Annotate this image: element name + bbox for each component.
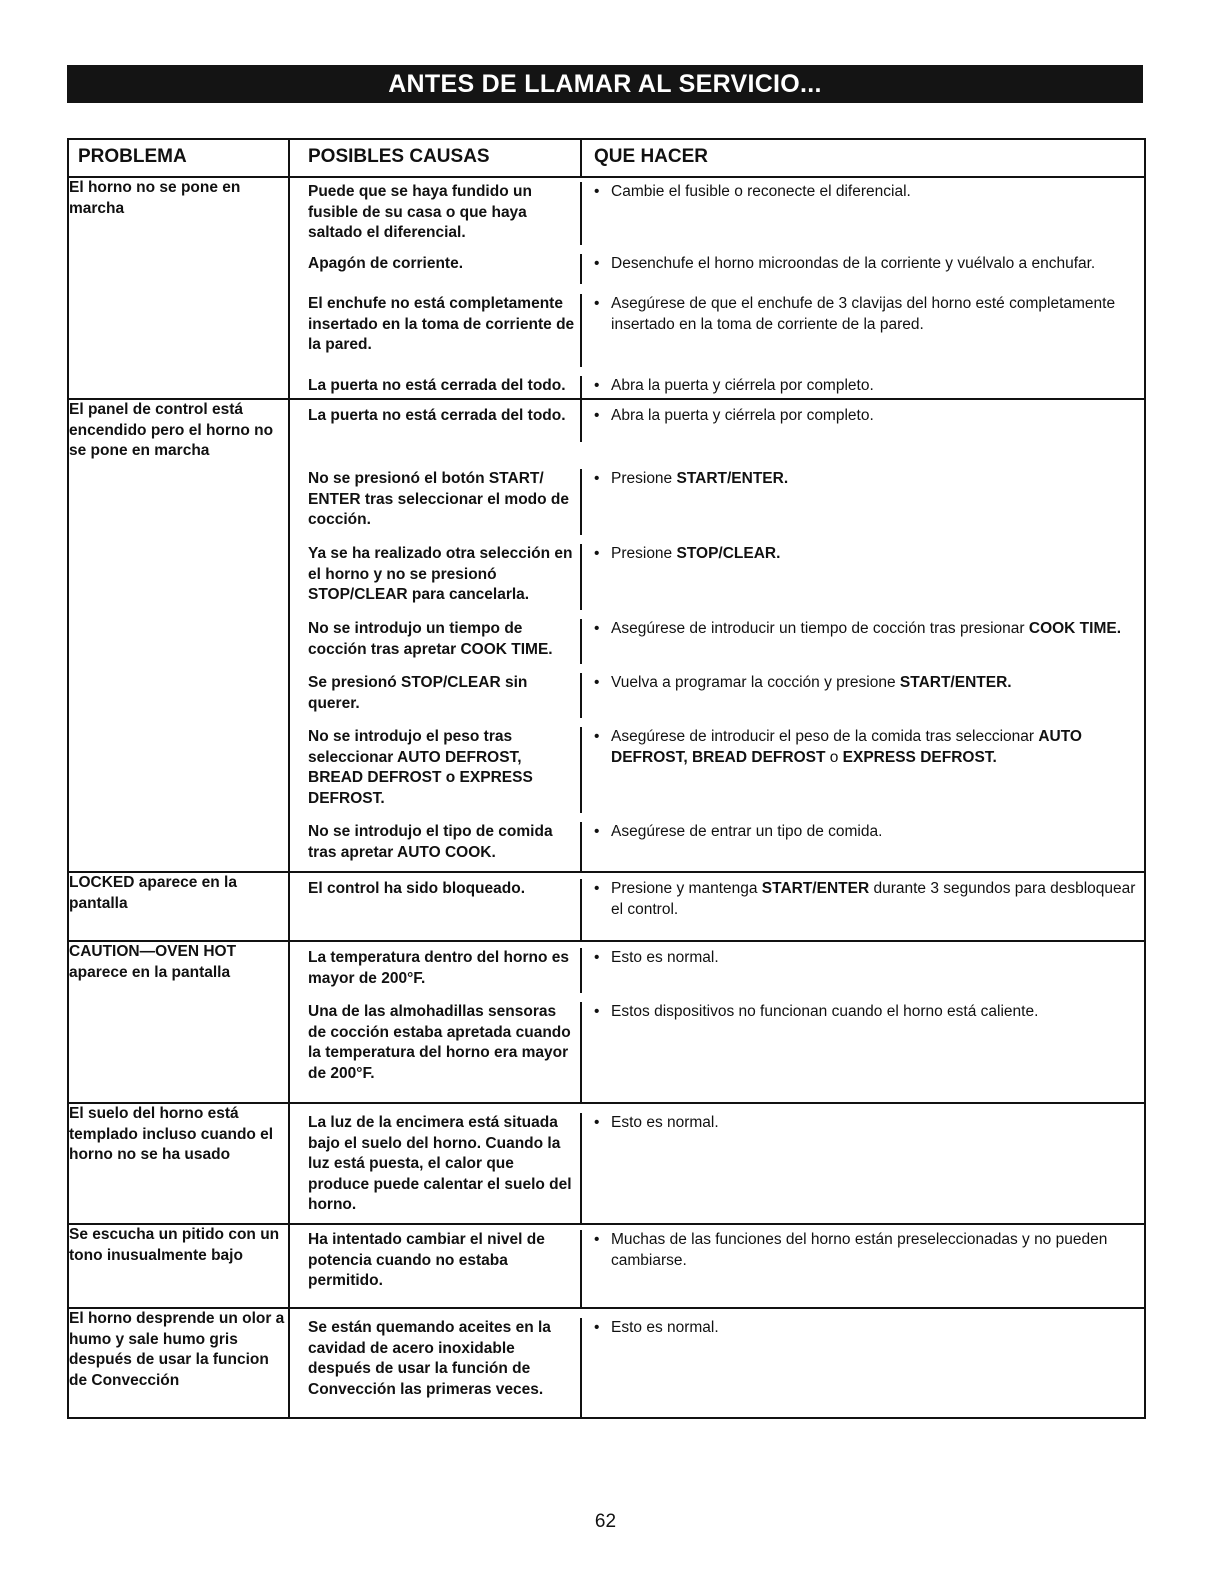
- cause-text: El enchufe no está completamente insertado en la toma de corriente de la pared.: [308, 295, 575, 353]
- action-sentence: Muchas de las funciones del horno están preseleccionadas y no pueden cambiarse.: [611, 1231, 1108, 1269]
- cause-text: Apagón de corriente.: [308, 255, 464, 272]
- action-sentence: Asegúrese de entrar un tipo de comida.: [611, 823, 883, 840]
- action-text: [580, 182, 1144, 245]
- cause-action-pair: [290, 942, 1144, 993]
- cause-text: No se introdujo un tiempo de cocción tras apretar COOK TIME.: [308, 620, 553, 658]
- table-row: [68, 177, 1145, 399]
- header-causes-action: [289, 139, 1145, 177]
- cause-action-pair: [290, 873, 1144, 940]
- causes-actions-cell: [289, 1308, 1145, 1418]
- bullet-item: [594, 469, 1140, 490]
- action-key-label: EXPRESS DEFROST.: [842, 748, 997, 766]
- action-text: [580, 619, 1144, 664]
- troubleshooting-table: [67, 138, 1146, 1419]
- bullet-item: [594, 1318, 1140, 1339]
- cause-action-pair: [290, 813, 1144, 871]
- action-sentence: Desenchufe el horno microondas de la corriente y vuélvalo a enchufar.: [611, 255, 1096, 272]
- causes-actions-cell: [289, 177, 1145, 399]
- action-sentence: Abra la puerta y ciérrela por completo.: [611, 377, 874, 394]
- cause-text: El control ha sido bloqueado.: [308, 880, 526, 897]
- action-sentence: Cambie el fusible o reconecte el diferencial.: [611, 183, 911, 200]
- cause-action-pair: [290, 718, 1144, 813]
- action-sentence: Estos dispositivos no funcionan cuando el horno está caliente.: [611, 1003, 1039, 1020]
- bullet-item: [594, 822, 1140, 843]
- cause-action-pair: [290, 664, 1144, 718]
- action-key-label: START/ENTER.: [899, 674, 1012, 691]
- action-key-label: STOP/CLEAR.: [676, 545, 781, 562]
- header-causes: POSIBLES CAUSAS: [308, 146, 490, 167]
- action-text: [580, 406, 1144, 442]
- header-problem: PROBLEMA: [68, 139, 289, 177]
- bullet-item: [594, 1002, 1140, 1023]
- bullet-item: [594, 182, 1140, 203]
- action-text: [580, 673, 1144, 718]
- action-text: [580, 1002, 1144, 1102]
- action-sentence: Presione y mantenga: [611, 880, 762, 897]
- problem-cell: LOCKED aparece en la pantalla: [68, 872, 289, 941]
- action-key-label: COOK TIME.: [1028, 620, 1122, 637]
- cause-text: Ya se ha realizado otra selección en el horno y no se presionó STOP/CLEAR para cancelarla.: [308, 545, 573, 603]
- action-text: [580, 727, 1144, 813]
- table-row: [68, 941, 1145, 1103]
- cause-text: No se introdujo el peso tras seleccionar AUTO DEFROST, BREAD DEFROST o EXPRESS DEFROST.: [308, 728, 533, 807]
- table-row: [68, 399, 1145, 872]
- problem-cell: El panel de control está encendido pero el horno no se pone en marcha: [68, 399, 289, 872]
- action-sentence: Asegúrese de introducir el peso de la comida tras seleccionar: [611, 728, 1039, 745]
- bullet-item: [594, 254, 1140, 275]
- cause-text: La luz de la encimera está situada bajo el suelo del horno. Cuando la luz está puesta, el calor que produce puede calentar el suelo del horno.: [308, 1114, 572, 1213]
- causes-actions-cell: [289, 872, 1145, 941]
- action-sentence: Esto es normal.: [611, 1319, 719, 1336]
- problem-cell: El horno no se pone en marcha: [68, 177, 289, 399]
- bullet-item: [594, 544, 1140, 565]
- cause-action-pair: [290, 535, 1144, 610]
- section-title-banner: ANTES DE LLAMAR AL SERVICIO...: [67, 65, 1143, 103]
- cause-action-pair: [290, 1104, 1144, 1223]
- action-sentence: Presione: [611, 470, 677, 487]
- bullet-item: [594, 376, 1140, 397]
- action-sentence: Esto es normal.: [611, 949, 719, 966]
- table-row: [68, 1103, 1145, 1224]
- bullet-item: [594, 619, 1140, 640]
- action-sentence: Abra la puerta y ciérrela por completo.: [611, 407, 874, 424]
- cause-text: La puerta no está cerrada del todo.: [308, 407, 566, 424]
- table-header-row: [68, 139, 1145, 177]
- header-action: QUE HACER: [580, 140, 1144, 176]
- cause-text: Ha intentado cambiar el nivel de potencia cuando no estaba permitido.: [308, 1231, 545, 1289]
- bullet-item: [594, 948, 1140, 969]
- bullet-item: [594, 406, 1140, 427]
- cause-text: Una de las almohadillas sensoras de cocción estaba apretada cuando la temperatura del horno era mayor de 200°F.: [308, 1003, 571, 1082]
- causes-actions-cell: [289, 399, 1145, 872]
- action-text: [580, 822, 1144, 871]
- action-text: [580, 879, 1144, 940]
- action-text: [580, 544, 1144, 610]
- action-key-label: AUTO DEFROST, BREAD DEFROST: [611, 728, 1082, 766]
- cause-text: La temperatura dentro del horno es mayor de 200°F.: [308, 949, 569, 987]
- action-sentence: o: [825, 748, 843, 766]
- action-text: [580, 469, 1144, 535]
- cause-action-pair: [290, 442, 1144, 535]
- action-text: [580, 376, 1144, 406]
- cause-action-pair: [290, 610, 1144, 664]
- cause-action-pair: [290, 1225, 1144, 1307]
- action-sentence: Vuelva a programar la cocción y presione: [611, 674, 900, 691]
- problem-cell: El horno desprende un olor a humo y sale humo gris después de usar la funcion de Convección: [68, 1308, 289, 1418]
- cause-text: No se introdujo el tipo de comida tras apretar AUTO COOK.: [308, 823, 553, 861]
- bullet-item: [594, 1230, 1140, 1271]
- table-row: [68, 1224, 1145, 1308]
- cause-action-pair: [290, 178, 1144, 245]
- action-sentence: durante 3 segundos para desbloquear el control.: [611, 880, 1136, 918]
- bullet-item: [594, 294, 1140, 335]
- cause-action-pair: [290, 245, 1144, 284]
- action-text: [580, 1318, 1144, 1417]
- cause-text: No se presionó el botón START/ ENTER tras seleccionar el modo de cocción.: [308, 470, 570, 528]
- cause-action-pair: [290, 284, 1144, 367]
- causes-actions-cell: [289, 941, 1145, 1103]
- action-text: [580, 1113, 1144, 1223]
- cause-text: Se presionó STOP/CLEAR sin querer.: [308, 674, 528, 712]
- page-number: 62: [594, 1511, 617, 1532]
- action-text: [580, 1230, 1144, 1307]
- problem-cell: El suelo del horno está templado incluso cuando el horno no se ha usado: [68, 1103, 289, 1224]
- action-text: [580, 294, 1144, 367]
- problem-cell: Se escucha un pitido con un tono inusualmente bajo: [68, 1224, 289, 1308]
- action-key-label: START/ENTER: [761, 880, 870, 897]
- action-sentence: Asegúrese de que el enchufe de 3 clavijas del horno esté completamente insertado en la toma de corriente de la pared.: [611, 295, 1116, 333]
- bullet-item: [594, 673, 1140, 694]
- action-text: [580, 254, 1144, 284]
- bullet-item: [594, 727, 1140, 768]
- action-sentence: Asegúrese de introducir un tiempo de cocción tras presionar: [611, 620, 1029, 637]
- table-row: [68, 1308, 1145, 1418]
- cause-text: La puerta no está cerrada del todo.: [308, 377, 566, 394]
- problem-cell: CAUTION—OVEN HOT aparece en la pantalla: [68, 941, 289, 1103]
- action-key-label: START/ENTER.: [676, 470, 789, 487]
- table-row: [68, 872, 1145, 941]
- cause-action-pair: [290, 993, 1144, 1102]
- cause-text: Se están quemando aceites en la cavidad de acero inoxidable después de usar la función de Convección las primeras veces.: [308, 1319, 551, 1398]
- cause-action-pair: [290, 1309, 1144, 1417]
- action-text: [580, 948, 1144, 993]
- causes-actions-cell: [289, 1224, 1145, 1308]
- bullet-item: [594, 1113, 1140, 1134]
- cause-text: Puede que se haya fundido un fusible de su casa o que haya saltado el diferencial.: [308, 183, 532, 241]
- causes-actions-cell: [289, 1103, 1145, 1224]
- action-sentence: Esto es normal.: [611, 1114, 719, 1131]
- bullet-item: [594, 879, 1140, 920]
- action-sentence: Presione: [611, 545, 677, 562]
- cause-action-pair: [290, 400, 1144, 442]
